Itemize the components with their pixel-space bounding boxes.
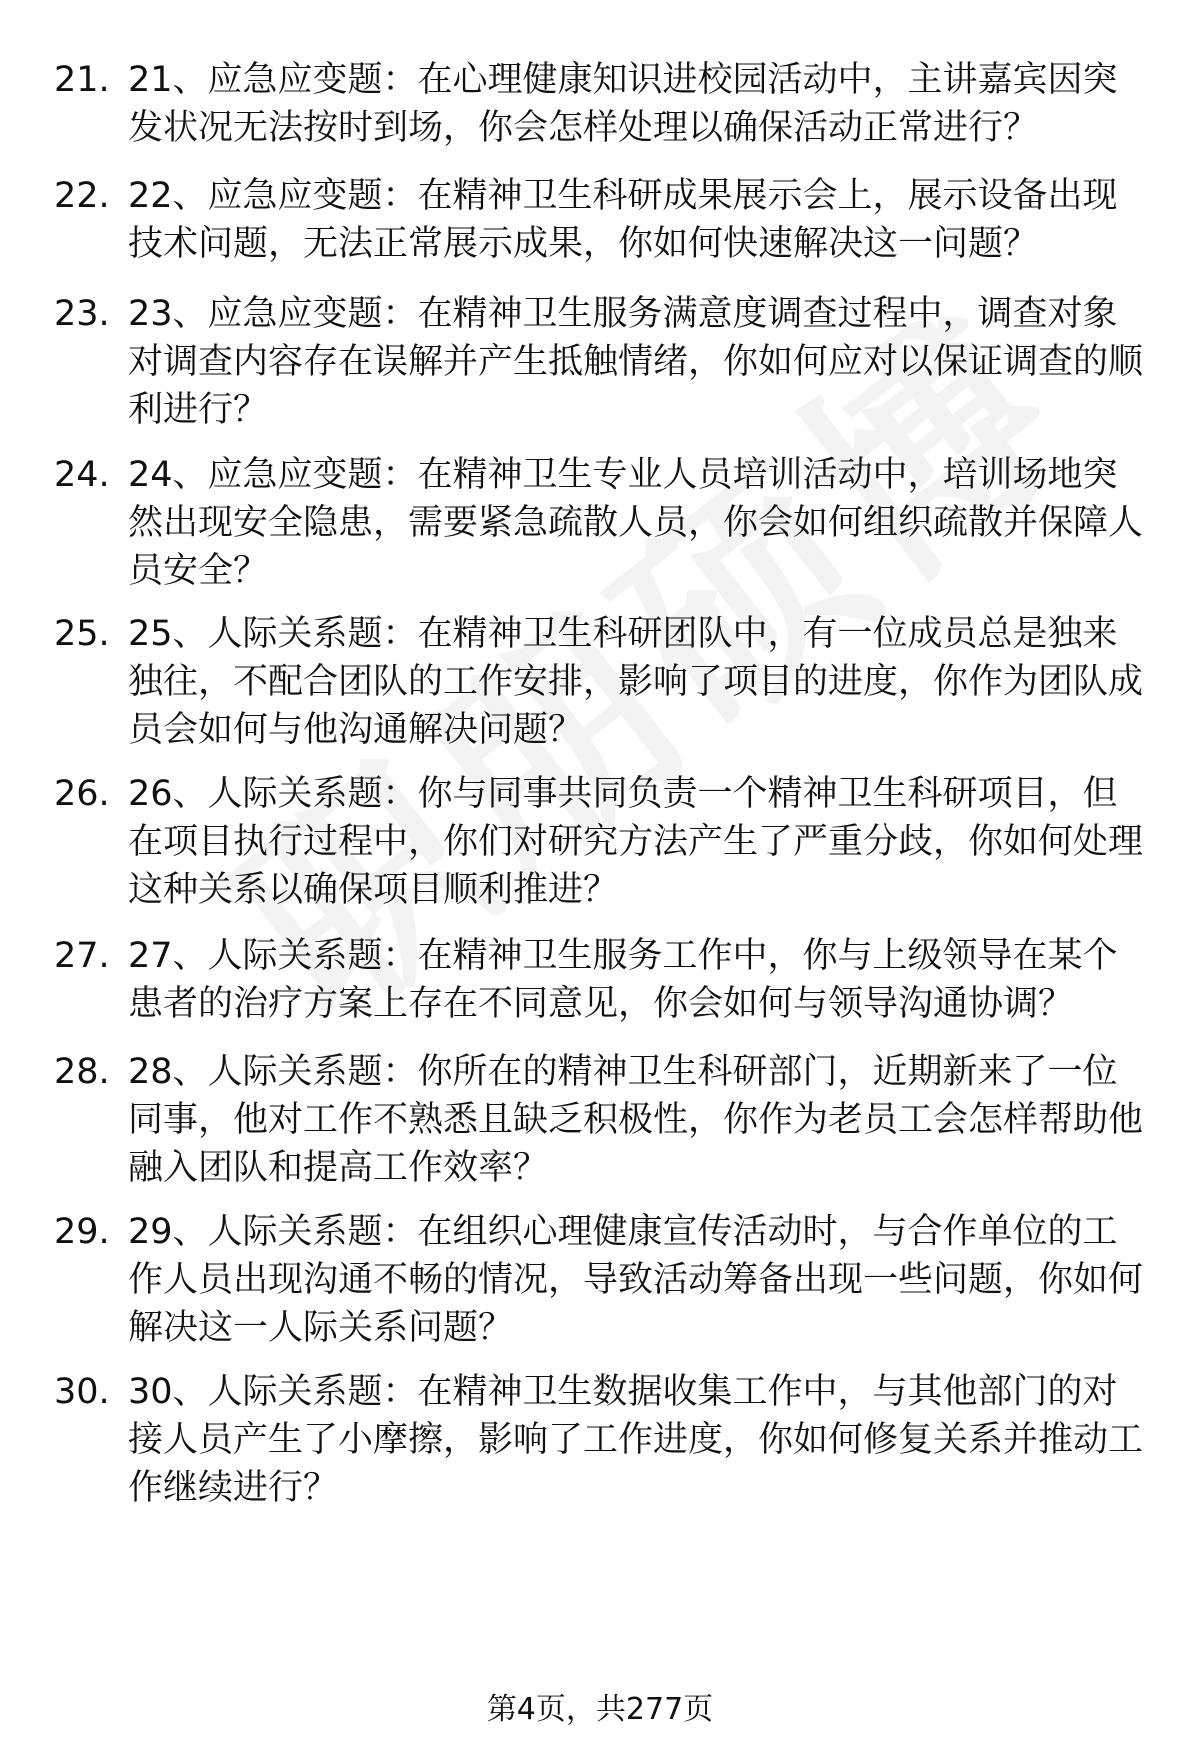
question-number: 21.	[54, 60, 110, 100]
question-item	[54, 1208, 1154, 1352]
question-item	[54, 610, 1154, 754]
question-number: 24.	[54, 455, 110, 495]
question-text: 25、人际关系题：在精神卫生科研团队中，有一位成员总是独来独往，不配合团队的工作安排，影响了项目的进度，你作为团队成员会如何与他沟通解决问题？	[128, 614, 1144, 750]
question-text: 26、人际关系题：你与同事共同负责一个精神卫生科研项目，但在项目执行过程中，你们对研究方法产生了严重分歧，你如何处理这种关系以确保项目顺利推进？	[128, 774, 1144, 910]
question-number: 28.	[54, 1052, 110, 1092]
question-number: 29.	[54, 1212, 110, 1252]
question-text: 27、人际关系题：在精神卫生服务工作中，你与上级领导在某个患者的治疗方案上存在不同意见，你会如何与领导沟通协调？	[128, 936, 1118, 1024]
question-number: 26.	[54, 774, 110, 814]
question-item	[54, 290, 1154, 434]
question-item	[54, 770, 1154, 914]
question-text: 23、应急应变题：在精神卫生服务满意度调查过程中，调查对象对调查内容存在误解并产生抵触情绪，你如何应对以保证调查的顺利进行？	[128, 294, 1144, 430]
question-text: 21、应急应变题：在心理健康知识进校园活动中，主讲嘉宾因突发状况无法按时到场，你会怎样处理以确保活动正常进行？	[128, 60, 1118, 148]
question-text: 30、人际关系题：在精神卫生数据收集工作中，与其他部门的对接人员产生了小摩擦，影响了工作进度，你如何修复关系并推动工作继续进行？	[128, 1372, 1144, 1508]
question-number: 25.	[54, 614, 110, 654]
question-number: 22.	[54, 176, 110, 216]
question-number: 23.	[54, 294, 110, 334]
question-number: 27.	[54, 936, 110, 976]
question-item	[54, 1048, 1154, 1192]
question-item	[54, 932, 1154, 1028]
page-footer: 第4页，共277页	[486, 1692, 714, 1727]
question-text: 28、人际关系题：你所在的精神卫生科研部门，近期新来了一位同事，他对工作不熟悉且缺乏积极性，你作为老员工会怎样帮助他融入团队和提高工作效率？	[128, 1052, 1144, 1188]
question-text: 24、应急应变题：在精神卫生专业人员培训活动中，培训场地突然出现安全隐患，需要紧急疏散人员，你会如何组织疏散并保障人员安全？	[128, 455, 1144, 591]
question-item	[54, 172, 1154, 268]
question-text: 22、应急应变题：在精神卫生科研成果展示会上，展示设备出现技术问题，无法正常展示成果，你如何快速解决这一问题？	[128, 176, 1118, 264]
question-item	[54, 56, 1154, 152]
question-number: 30.	[54, 1372, 110, 1412]
question-item	[54, 451, 1154, 595]
question-item	[54, 1368, 1154, 1512]
question-text: 29、人际关系题：在组织心理健康宣传活动时，与合作单位的工作人员出现沟通不畅的情况，导致活动筹备出现一些问题，你如何解决这一人际关系问题？	[128, 1212, 1144, 1348]
